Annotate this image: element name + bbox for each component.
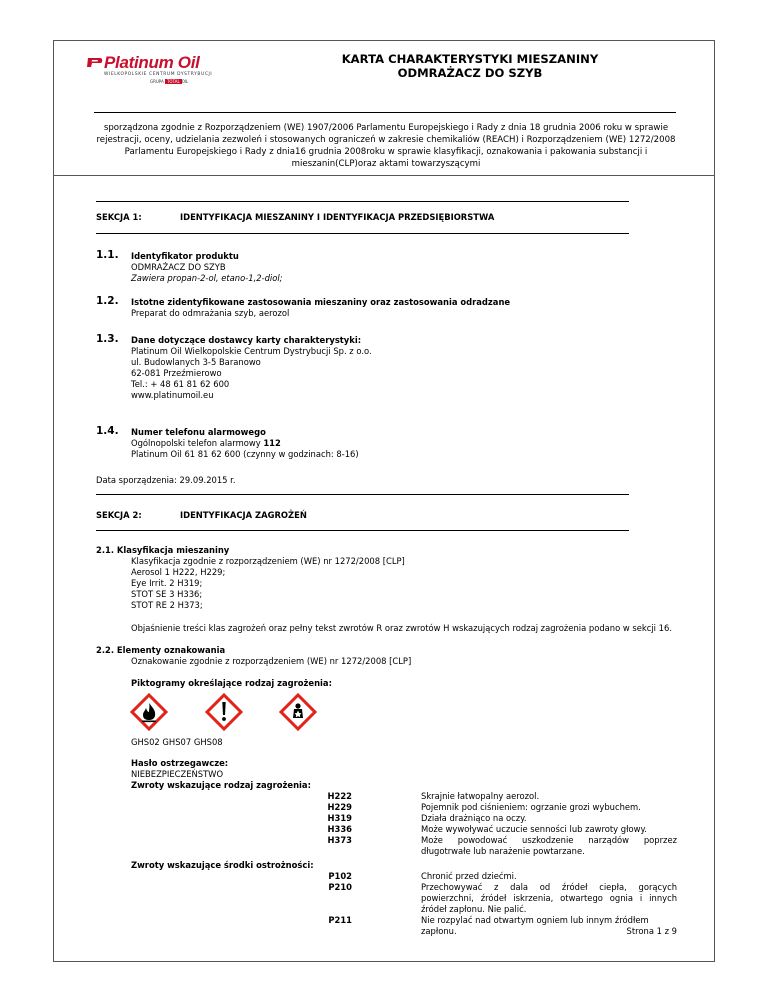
- product-use: Preparat do odmrażania szyb, aerozol: [131, 308, 290, 318]
- header-divider: [94, 112, 676, 113]
- subsection-title: 2.2. Elementy oznakowania: [96, 645, 226, 655]
- subsection-title: Numer telefonu alarmowego: [131, 427, 266, 437]
- hazard-statements-heading: Zwroty wskazujące rodzaj zagrożenia:: [131, 780, 311, 790]
- hazard-code: H229: [327, 802, 352, 812]
- section-rule: [96, 201, 629, 202]
- intro-line: mieszanin(CLP)oraz aktami towarzyszącymi: [291, 159, 481, 169]
- signal-word: NIEBEZPIECZEŃSTWO: [131, 769, 224, 779]
- subsection-number: 1.3.: [96, 333, 119, 345]
- hazard-text: Skrajnie łatwopalny aerozol.: [421, 791, 540, 801]
- classification-line: Klasyfikacja zgodnie z rozporządzeniem (WE) nr 1272/2008 [CLP]: [131, 556, 405, 566]
- section1-title: IDENTYFIKACJA MIESZANINY I IDENTYFIKACJA PRZEDSIĘBIORSTWA: [180, 212, 495, 222]
- flame-icon: [129, 692, 169, 732]
- supplier-website: www.platinumoil.eu: [131, 390, 214, 400]
- precaution-code: P210: [328, 882, 352, 892]
- intro-line: Parlamentu Europejskiego i Rady z dnia16 grudnia 2008roku w sprawie klasyfikacji, oznakowania i pakowania substancji i: [124, 147, 648, 157]
- precaution-text: Przechowywać z dala od źródeł ciepła, gorących powierzchni, źródeł iskrzenia, otwartego ognia i innych źródeł zapłonu. Nie palić.: [421, 882, 677, 914]
- emergency-number: 112: [263, 438, 281, 448]
- logo-group-text: GRUPA: [150, 79, 164, 84]
- hazard-code: H373: [327, 835, 352, 845]
- subsection-number: 1.1.: [96, 249, 119, 261]
- hazard-text: Pojemnik pod ciśnieniem: ogrzanie grozi wybuchem.: [421, 802, 641, 812]
- health-hazard-icon: [278, 692, 318, 732]
- section-rule: [96, 233, 629, 234]
- section2-title: IDENTYFIKACJA ZAGROŻEŃ: [180, 510, 307, 520]
- hazard-text: Może wywoływać uczucie senności lub zawroty głowy.: [421, 824, 647, 834]
- precaution-code: P102: [328, 871, 352, 881]
- labelling-regulation: Oznakowanie zgodnie z rozporządzeniem (WE) nr 1272/2008 [CLP]: [131, 656, 412, 666]
- section2-label: SEKCJA 2:: [96, 510, 142, 520]
- regulation-intro: [96, 122, 676, 170]
- precaution-text: Nie rozpylać nad otwartym ogniem lub innym źródłem zapłonu.: [421, 915, 649, 936]
- doc-title-line1: KARTA CHARAKTERYSTYKI MIESZANINY: [341, 52, 599, 66]
- precautionary-heading: Zwroty wskazujące środki ostrożności:: [131, 860, 314, 870]
- subsection-number: 1.2.: [96, 295, 119, 307]
- doc-title-line2: ODMRAŻACZ DO SZYB: [397, 66, 543, 80]
- emergency-phone-label: Ogólnopolski telefon alarmowy: [131, 438, 264, 448]
- supplier-line: Tel.: + 48 61 81 62 600: [131, 379, 230, 389]
- issue-date: Data sporządzenia: 29.09.2015 r.: [96, 475, 236, 485]
- subsection-title: Istotne zidentyfikowane zastosowania mieszaniny oraz zastosowania odradzane: [131, 297, 511, 307]
- logo-oil-text: OIL: [181, 79, 189, 84]
- logo-total-badge: TOTAL: [166, 79, 180, 84]
- section1-label: SEKCJA 1:: [96, 212, 142, 222]
- hazard-text: Może powodować uszkodzenie narządów poprzez długotrwałe lub narażenie powtarzane.: [421, 835, 677, 856]
- hazard-text: Działa drażniąco na oczy.: [421, 813, 527, 823]
- product-name: ODMRAŻACZ DO SZYB: [131, 262, 226, 272]
- supplier-line: ul. Budowlanych 3-5 Baranowo: [131, 357, 261, 367]
- hazard-code: H319: [327, 813, 352, 823]
- supplier-line: 62-081 Przeźmierowo: [131, 368, 222, 378]
- classification-line: STOT RE 2 H373;: [131, 600, 203, 610]
- subsection-title: Identyfikator produktu: [131, 251, 239, 261]
- subsection-number: 1.4.: [96, 425, 119, 437]
- classification-line: Eye Irrit. 2 H319;: [131, 578, 203, 588]
- subsection-title: Dane dotyczące dostawcy karty charakterystyki:: [131, 335, 362, 345]
- classification-note: Objaśnienie treści klas zagrożeń oraz pełny tekst zwrotów R oraz zwrotów H wskazujących rodzaj zagrożenia podano w sekcji 16.: [131, 623, 672, 633]
- supplier-line: Platinum Oil Wielkopolskie Centrum Dystrybucji Sp. z o.o.: [131, 346, 372, 356]
- logo-mark-icon: [86, 54, 104, 72]
- logo-tagline-group: [150, 79, 188, 84]
- pictogram-labels: GHS02 GHS07 GHS08: [131, 737, 223, 747]
- supplier-phone: Platinum Oil 61 81 62 600 (czynny w godzinach: 8-16): [131, 449, 359, 459]
- logo-name: Platinum Oil: [104, 53, 200, 72]
- hazard-code: H222: [327, 791, 352, 801]
- logo-tagline: WIELKOPOLSKIE CENTRUM DYSTRYBUCJI: [104, 72, 213, 77]
- product-composition: Zawiera propan-2-ol, etano-1,2-diol;: [131, 273, 283, 283]
- classification-line: Aerosol 1 H222, H229;: [131, 567, 226, 577]
- hazard-code: H336: [327, 824, 352, 834]
- emergency-phone: [131, 438, 281, 449]
- intro-line: sporządzona zgodnie z Rozporządzeniem (WE) 1907/2006 Parlamentu Europejskiego i Rady z dnia 18 grudnia 2006 roku w sprawie: [103, 123, 669, 133]
- subsection-title: 2.1. Klasyfikacja mieszaniny: [96, 545, 230, 555]
- exclamation-icon: [204, 692, 244, 732]
- signal-word-heading: Hasło ostrzegawcze:: [131, 758, 229, 768]
- intro-divider: [53, 175, 715, 176]
- section-rule: [96, 494, 629, 495]
- pictograms-heading: Piktogramy określające rodzaj zagrożenia:: [131, 678, 332, 688]
- precaution-text: Chronić przed dziećmi.: [421, 871, 517, 881]
- page-number: Strona 1 z 9: [626, 926, 677, 936]
- classification-line: STOT SE 3 H336;: [131, 589, 203, 599]
- section-rule: [96, 530, 629, 531]
- intro-line: rejestracji, oceny, udzielania zezwoleń i stosowanych ograniczeń w zakresie chemikaliów (REACH) i Rozporządzeniem (WE) 1272/2008: [96, 135, 676, 145]
- precaution-code: P211: [328, 915, 352, 925]
